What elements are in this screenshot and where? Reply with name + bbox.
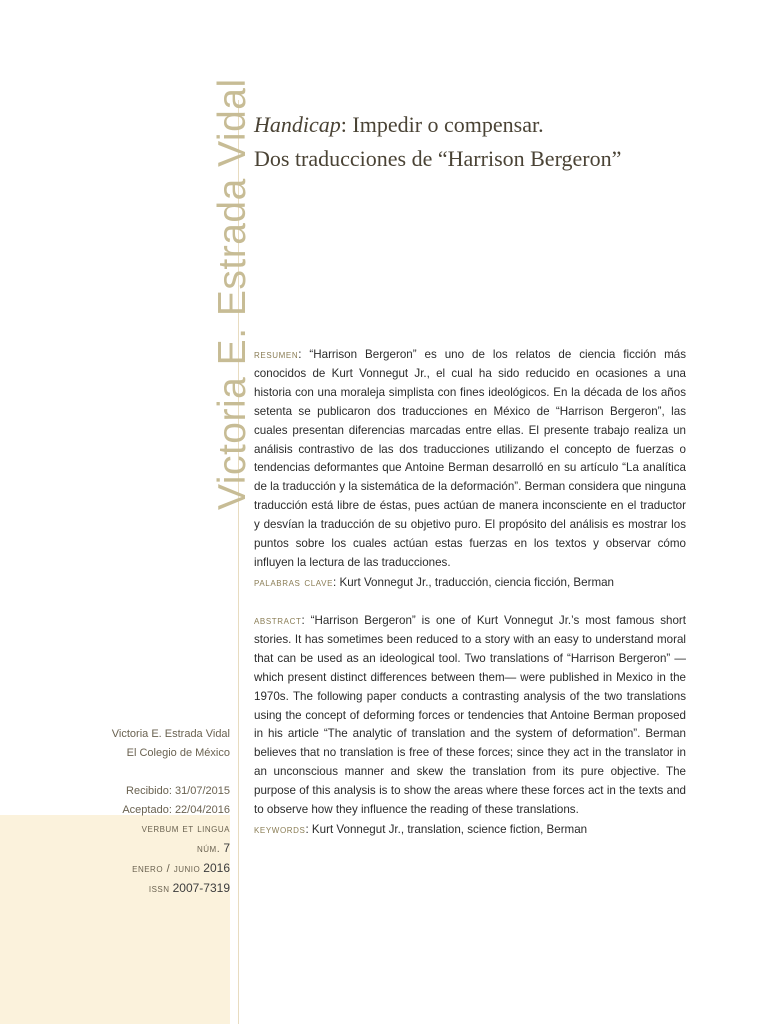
palabras-clave [254,573,686,593]
abstract-paragraph [254,611,686,820]
title-line-1 [254,108,734,142]
abstract-section [254,611,686,840]
abstract-text: : “Harrison Bergeron” is one of Kurt Vonnegut Jr.’s most famous short stories. It has sometimes been reduced to a story with an easy to understand moral that can be used as an ideological tool. Two translations of “Harrison Bergeron” —which present distinct differences between them— were published in Mexico in the 1970s. The following paper conducts a contrasting analysis of the two translations using the concept of deforming forces or tendencies that Antoine Berman proposed in his article “The analytic of translation and the system of deformation”. Berman believes that no translation is free of these forces; since they act in the translator in an unconscious manner and skew the translation from its pure objective. The purpose of this analysis is to show the areas where these forces act in the texts and to observe how they influence the reading of these translations. [254,614,686,817]
meta-author: Victoria E. Estrada Vidal [111,728,230,740]
meta-issn [122,879,230,899]
meta-num-value: 7 [223,841,230,855]
publication-info [122,782,230,899]
article-title [254,108,734,176]
keywords-label: keywords [254,821,306,836]
title-line-2: Dos traducciones de “Harrison Bergeron” [254,146,622,171]
title-rest: : Impedir o compensar. [340,112,544,137]
meta-issn-label: issn [148,883,170,895]
author-info [112,725,230,763]
resumen-paragraph [254,345,686,573]
meta-period-label: enero / junio [132,863,201,875]
meta-recibido: Recibido: 31/07/2015 [126,785,230,797]
vertical-author-name: Victoria E. Estrada Vidal [211,78,254,510]
meta-institution: El Colegio de México [126,747,230,759]
resumen-label: resumen [254,347,299,361]
meta-num-label: núm. [196,843,221,855]
meta-period-year: 2016 [203,861,230,875]
palabras-clave-text: : Kurt Vonnegut Jr., traducción, ciencia ficción, Berman [333,575,615,589]
abstract-label: abstract [254,613,302,627]
meta-number [122,839,230,859]
palabras-clave-label: palabras clave [254,574,334,589]
keywords [254,820,686,840]
resumen-text: : “Harrison Bergeron” es uno de los relatos de ciencia ficción más conocidos de Kurt Vonnegut Jr., el cual ha sido reducido en ocasiones a una historia con una moraleja simplista con fines ideológicos. En la década de los años setenta se publicaron dos traducciones en México de “Harrison Bergeron”, las cuales presentan diferencias marcadas entre ellas. El presente trabajo realiza un análisis contrastivo de las dos traducciones utilizando el concepto de fuerzas o tendencias deformantes que Antoine Berman desarrolló en su artículo “La analítica de la traducción y la sistemática de la deformación”. Berman considera que ninguna traducción está libre de éstas, pues actúan de manera inconsciente en el traductor y desvían la traducción de su objetivo puro. El propósito del análisis es mostrar los puntos sobre los cuales actúan estas fuerzas en los textos y observar cómo influyen la lectura de las traducciones. [254,348,686,569]
keywords-text: : Kurt Vonnegut Jr., translation, science fiction, Berman [305,822,588,836]
meta-journal: verbum et lingua [141,823,230,835]
resumen-section [254,345,686,593]
title-italic: Handicap [254,112,341,137]
meta-aceptado: Aceptado: 22/04/2016 [122,804,230,816]
meta-issn-value: 2007-7319 [172,881,230,895]
meta-period [122,859,230,879]
